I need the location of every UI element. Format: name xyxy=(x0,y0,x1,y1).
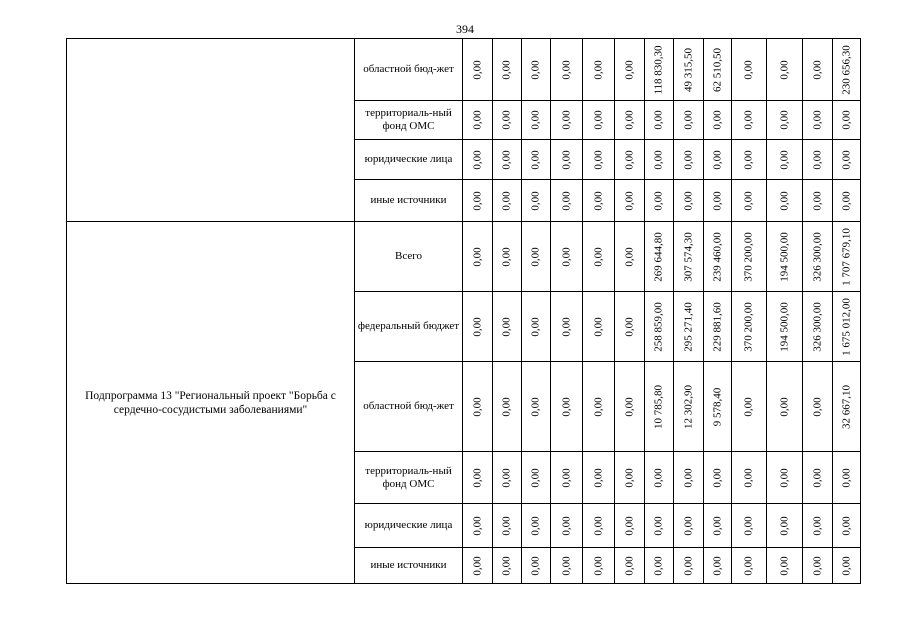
value-text: 258 859,00 xyxy=(652,301,665,352)
value-cell xyxy=(732,504,767,548)
value-text: 0,00 xyxy=(652,515,665,536)
value-cell xyxy=(583,548,615,584)
value-text: 0,00 xyxy=(529,396,542,417)
value-text: 0,00 xyxy=(811,555,823,576)
value-cell xyxy=(463,452,493,504)
budget-table xyxy=(66,38,861,584)
value-cell xyxy=(732,292,767,362)
value-text: 0,00 xyxy=(592,396,604,417)
value-text: 0,00 xyxy=(682,467,694,488)
value-cell xyxy=(551,140,583,180)
value-cell xyxy=(704,222,732,292)
value-cell xyxy=(522,548,551,584)
value-cell xyxy=(615,140,645,180)
value-text: 0,00 xyxy=(500,110,513,130)
value-text: 0,00 xyxy=(500,316,513,337)
value-cell xyxy=(645,292,674,362)
value-text: 0,00 xyxy=(840,110,852,130)
value-text: 0,00 xyxy=(592,555,604,576)
value-text: 9 578,40 xyxy=(711,387,723,426)
value-cell xyxy=(732,548,767,584)
value-cell xyxy=(704,140,732,180)
value-text: 0,00 xyxy=(592,190,604,211)
value-cell xyxy=(833,222,861,292)
value-text: 0,00 xyxy=(471,396,483,417)
value-cell xyxy=(803,39,833,101)
value-text: 49 315,50 xyxy=(682,47,694,92)
value-text: 0,00 xyxy=(652,149,665,170)
value-cell xyxy=(674,362,704,452)
value-cell xyxy=(551,292,583,362)
value-text: 0,00 xyxy=(811,190,823,211)
value-text: 10 785,80 xyxy=(652,384,665,429)
value-text: 0,00 xyxy=(840,515,852,536)
value-cell xyxy=(732,140,767,180)
value-cell xyxy=(551,39,583,101)
value-cell xyxy=(674,222,704,292)
value-text: 0,00 xyxy=(529,555,542,576)
value-cell xyxy=(704,452,732,504)
value-cell xyxy=(732,39,767,101)
value-text: 0,00 xyxy=(592,149,604,170)
value-cell xyxy=(551,222,583,292)
value-text: 0,00 xyxy=(711,149,723,170)
value-cell xyxy=(767,452,803,504)
value-cell xyxy=(493,140,522,180)
value-text: 0,00 xyxy=(840,555,852,576)
value-text: 0,00 xyxy=(471,515,483,536)
value-cell xyxy=(551,180,583,222)
value-text: 0,00 xyxy=(471,110,483,130)
value-text: 0,00 xyxy=(592,246,604,267)
value-cell xyxy=(674,292,704,362)
value-cell xyxy=(674,504,704,548)
value-text: 12 302,90 xyxy=(682,384,694,429)
value-cell xyxy=(522,452,551,504)
funding-source: Всего xyxy=(355,222,463,292)
value-text: 0,00 xyxy=(682,149,694,170)
value-text: 0,00 xyxy=(742,515,755,536)
value-cell xyxy=(803,101,833,140)
value-cell xyxy=(803,452,833,504)
value-cell xyxy=(833,362,861,452)
value-text: 0,00 xyxy=(623,467,635,488)
value-cell xyxy=(615,180,645,222)
value-cell xyxy=(674,548,704,584)
value-cell xyxy=(493,548,522,584)
value-cell xyxy=(833,39,861,101)
value-text: 0,00 xyxy=(682,515,694,536)
value-text: 307 574,30 xyxy=(682,231,694,282)
page-number: 394 xyxy=(456,22,474,36)
value-text: 0,00 xyxy=(778,467,790,488)
value-cell xyxy=(767,292,803,362)
value-text: 0,00 xyxy=(652,555,665,576)
value-text: 0,00 xyxy=(529,467,542,488)
value-text: 0,00 xyxy=(500,246,513,267)
value-cell xyxy=(551,362,583,452)
funding-source: федеральный бюджет xyxy=(355,292,463,362)
value-cell xyxy=(583,180,615,222)
value-cell xyxy=(645,222,674,292)
value-text: 0,00 xyxy=(500,555,513,576)
value-cell xyxy=(583,452,615,504)
value-cell xyxy=(493,452,522,504)
funding-source: территориаль-ный фонд ОМС xyxy=(355,101,463,140)
value-text: 269 644,80 xyxy=(652,231,665,282)
value-cell xyxy=(732,362,767,452)
value-text: 1 675 012,00 xyxy=(840,297,852,356)
value-cell xyxy=(551,452,583,504)
value-cell xyxy=(463,362,493,452)
value-text: 0,00 xyxy=(560,467,572,488)
value-cell xyxy=(833,452,861,504)
value-cell xyxy=(732,180,767,222)
value-text: 0,00 xyxy=(560,515,572,536)
value-text: 0,00 xyxy=(742,59,755,80)
value-cell xyxy=(645,101,674,140)
value-text: 0,00 xyxy=(652,190,665,211)
value-cell xyxy=(645,180,674,222)
value-text: 0,00 xyxy=(652,110,665,130)
value-text: 0,00 xyxy=(778,59,790,80)
value-cell xyxy=(615,452,645,504)
value-text: 0,00 xyxy=(623,396,635,417)
value-text: 0,00 xyxy=(592,59,604,80)
value-cell xyxy=(493,180,522,222)
value-text: 0,00 xyxy=(500,190,513,211)
value-text: 118 830,30 xyxy=(652,44,665,95)
value-cell xyxy=(583,292,615,362)
value-cell xyxy=(583,39,615,101)
value-cell xyxy=(803,548,833,584)
value-text: 0,00 xyxy=(560,246,572,267)
value-text: 0,00 xyxy=(711,555,723,576)
value-cell xyxy=(803,222,833,292)
value-cell xyxy=(522,39,551,101)
table-row xyxy=(67,39,861,101)
value-cell xyxy=(463,222,493,292)
value-cell xyxy=(522,362,551,452)
value-text: 370 200,00 xyxy=(742,231,755,282)
value-text: 0,00 xyxy=(778,515,790,536)
value-text: 326 300,00 xyxy=(811,301,823,352)
value-text: 0,00 xyxy=(471,149,483,170)
value-text: 239 460,00 xyxy=(711,231,723,282)
value-cell xyxy=(645,39,674,101)
program-name xyxy=(67,39,355,222)
funding-source: областной бюд-жет xyxy=(355,39,463,101)
table-row xyxy=(67,222,861,292)
value-text: 0,00 xyxy=(742,555,755,576)
value-text: 0,00 xyxy=(500,396,513,417)
value-cell xyxy=(803,362,833,452)
value-text: 0,00 xyxy=(623,190,635,211)
value-cell xyxy=(493,222,522,292)
value-cell xyxy=(767,504,803,548)
value-cell xyxy=(463,548,493,584)
value-text: 0,00 xyxy=(778,110,790,130)
value-text: 0,00 xyxy=(623,149,635,170)
value-cell xyxy=(645,140,674,180)
value-cell xyxy=(463,292,493,362)
value-text: 0,00 xyxy=(592,110,604,130)
value-text: 0,00 xyxy=(529,190,542,211)
value-text: 0,00 xyxy=(682,190,694,211)
value-cell xyxy=(732,222,767,292)
value-cell xyxy=(463,180,493,222)
value-cell xyxy=(833,101,861,140)
value-text: 295 271,40 xyxy=(682,301,694,352)
value-text: 0,00 xyxy=(592,515,604,536)
value-cell xyxy=(833,180,861,222)
value-text: 0,00 xyxy=(711,190,723,211)
value-text: 0,00 xyxy=(742,467,755,488)
value-cell xyxy=(522,180,551,222)
value-cell xyxy=(803,180,833,222)
value-cell xyxy=(833,140,861,180)
value-text: 0,00 xyxy=(623,316,635,337)
value-cell xyxy=(615,101,645,140)
value-cell xyxy=(833,504,861,548)
value-text: 0,00 xyxy=(592,316,604,337)
value-text: 0,00 xyxy=(560,190,572,211)
value-text: 0,00 xyxy=(682,555,694,576)
value-text: 0,00 xyxy=(778,396,790,417)
value-cell xyxy=(645,548,674,584)
value-cell xyxy=(645,452,674,504)
value-text: 0,00 xyxy=(840,190,852,211)
value-cell xyxy=(493,292,522,362)
value-text: 326 300,00 xyxy=(811,231,823,282)
value-cell xyxy=(767,180,803,222)
funding-source: иные источники xyxy=(355,180,463,222)
value-cell xyxy=(615,222,645,292)
value-cell xyxy=(522,101,551,140)
value-cell xyxy=(767,101,803,140)
value-text: 0,00 xyxy=(811,467,823,488)
value-cell xyxy=(645,362,674,452)
value-cell xyxy=(732,101,767,140)
value-text: 0,00 xyxy=(529,59,542,80)
value-cell xyxy=(463,39,493,101)
value-cell xyxy=(583,140,615,180)
value-cell xyxy=(493,362,522,452)
value-cell xyxy=(833,548,861,584)
value-text: 0,00 xyxy=(778,190,790,211)
value-text: 230 656,30 xyxy=(840,44,852,95)
value-text: 0,00 xyxy=(500,149,513,170)
value-cell xyxy=(674,101,704,140)
value-text: 0,00 xyxy=(742,190,755,211)
value-text: 0,00 xyxy=(471,316,483,337)
value-cell xyxy=(615,548,645,584)
value-text: 0,00 xyxy=(742,396,755,417)
value-text: 62 510,50 xyxy=(711,47,723,92)
value-text: 0,00 xyxy=(592,467,604,488)
value-cell xyxy=(767,140,803,180)
value-text: 0,00 xyxy=(500,59,513,80)
value-cell xyxy=(674,39,704,101)
value-text: 0,00 xyxy=(471,467,483,488)
value-cell xyxy=(767,548,803,584)
value-cell xyxy=(704,362,732,452)
value-text: 0,00 xyxy=(682,110,694,130)
value-text: 194 500,00 xyxy=(778,301,790,352)
value-cell xyxy=(615,292,645,362)
value-text: 0,00 xyxy=(811,515,823,536)
value-text: 0,00 xyxy=(560,555,572,576)
value-cell xyxy=(551,504,583,548)
value-text: 0,00 xyxy=(811,149,823,170)
value-cell xyxy=(704,180,732,222)
value-text: 0,00 xyxy=(471,555,483,576)
value-text: 229 881,60 xyxy=(711,301,723,352)
value-cell xyxy=(583,362,615,452)
value-text: 0,00 xyxy=(560,59,572,80)
value-cell xyxy=(522,222,551,292)
value-cell xyxy=(704,39,732,101)
value-cell xyxy=(522,504,551,548)
value-cell xyxy=(704,548,732,584)
program-name: Подпрограмма 13 "Региональный проект "Борьба с сердечно-сосудистыми заболеваниями" xyxy=(67,222,355,584)
value-text: 0,00 xyxy=(560,396,572,417)
value-text: 194 500,00 xyxy=(778,231,790,282)
value-text: 0,00 xyxy=(840,467,852,488)
value-text: 0,00 xyxy=(811,396,823,417)
value-text: 1 707 679,10 xyxy=(840,227,852,286)
value-text: 370 200,00 xyxy=(742,301,755,352)
value-text: 0,00 xyxy=(500,515,513,536)
value-cell xyxy=(615,504,645,548)
value-text: 0,00 xyxy=(840,149,852,170)
value-text: 0,00 xyxy=(560,110,572,130)
value-text: 0,00 xyxy=(742,110,755,130)
value-text: 0,00 xyxy=(471,190,483,211)
value-cell xyxy=(674,452,704,504)
funding-source: областной бюд-жет xyxy=(355,362,463,452)
value-text: 0,00 xyxy=(652,467,665,488)
value-text: 0,00 xyxy=(560,149,572,170)
value-cell xyxy=(833,292,861,362)
value-cell xyxy=(583,222,615,292)
value-text: 0,00 xyxy=(811,110,823,130)
value-cell xyxy=(493,504,522,548)
value-text: 0,00 xyxy=(471,246,483,267)
value-cell xyxy=(704,101,732,140)
value-cell xyxy=(522,292,551,362)
value-text: 0,00 xyxy=(560,316,572,337)
funding-source: юридические лица xyxy=(355,140,463,180)
value-cell xyxy=(732,452,767,504)
value-cell xyxy=(551,101,583,140)
value-cell xyxy=(522,140,551,180)
funding-source: территориаль-ный фонд ОМС xyxy=(355,452,463,504)
value-cell xyxy=(615,39,645,101)
value-text: 0,00 xyxy=(742,149,755,170)
value-cell xyxy=(803,140,833,180)
value-cell xyxy=(463,101,493,140)
value-text: 32 667,10 xyxy=(840,384,852,429)
value-text: 0,00 xyxy=(623,246,635,267)
value-text: 0,00 xyxy=(711,467,723,488)
value-text: 0,00 xyxy=(623,555,635,576)
value-text: 0,00 xyxy=(529,110,542,130)
value-cell xyxy=(674,140,704,180)
value-text: 0,00 xyxy=(529,149,542,170)
value-cell xyxy=(767,222,803,292)
value-text: 0,00 xyxy=(623,110,635,130)
value-cell xyxy=(551,548,583,584)
value-text: 0,00 xyxy=(778,149,790,170)
funding-source: юридические лица xyxy=(355,504,463,548)
value-cell xyxy=(767,39,803,101)
value-cell xyxy=(463,140,493,180)
value-text: 0,00 xyxy=(711,110,723,130)
value-text: 0,00 xyxy=(623,59,635,80)
value-text: 0,00 xyxy=(500,467,513,488)
value-cell xyxy=(493,39,522,101)
value-text: 0,00 xyxy=(711,515,723,536)
value-text: 0,00 xyxy=(529,246,542,267)
value-text: 0,00 xyxy=(529,316,542,337)
value-cell xyxy=(704,504,732,548)
value-text: 0,00 xyxy=(778,555,790,576)
value-cell xyxy=(704,292,732,362)
value-text: 0,00 xyxy=(529,515,542,536)
value-cell xyxy=(645,504,674,548)
value-cell xyxy=(767,362,803,452)
value-cell xyxy=(674,180,704,222)
value-cell xyxy=(493,101,522,140)
funding-source: иные источники xyxy=(355,548,463,584)
value-cell xyxy=(583,504,615,548)
value-text: 0,00 xyxy=(811,59,823,80)
value-text: 0,00 xyxy=(471,59,483,80)
value-text: 0,00 xyxy=(623,515,635,536)
value-cell xyxy=(615,362,645,452)
value-cell xyxy=(583,101,615,140)
value-cell xyxy=(803,504,833,548)
value-cell xyxy=(463,504,493,548)
value-cell xyxy=(803,292,833,362)
